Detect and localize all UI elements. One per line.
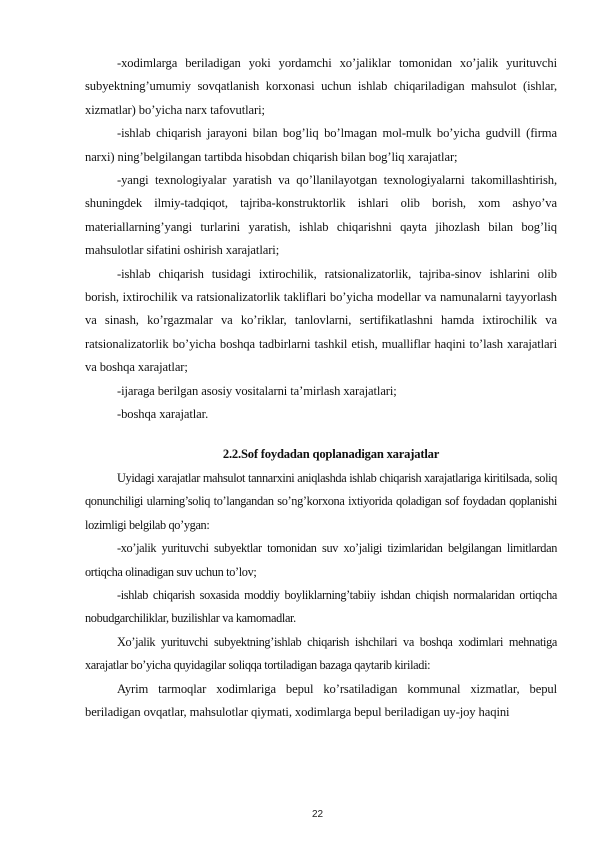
paragraph: Ayrim tarmoqlar xodimlariga bepul ko’rsatiladigan kommunal xizmatlar, bepul beriladigan ovqatlar, mahsulotlar qiymati, xodimlarga bepul beriladigan uy-joy haqini: [85, 681, 557, 719]
page-content: [85, 52, 557, 724]
paragraph: -boshqa xarajatlar.: [117, 407, 209, 422]
paragraph: Uyidagi xarajatlar mahsulot tannarxini aniqlashda ishlab chiqarish xarajatlariga kiritilsada, soliq qonunchiligi ularning’soliq to’langandan so’ng’korxona ixtiyorida qoladigan sof foydadan qoplanishi lozimligi belgilab qo’ygan:: [85, 470, 557, 532]
paragraph: -xodimlarga beriladigan yoki yordamchi xo’jaliklar tomonidan xo’jalik yurituvchi subyektning’umumiy sovqatlanish korxonasi uchun ishlab chiqariladigan mahsulot (ishlar, xizmatlar) bo’yicha narx tafovutlari;: [85, 56, 557, 117]
paragraph: -ishlab chiqarish tusidagi ixtirochilik, ratsionalizatorlik, tajriba-sinov ishlarini olib borish, ixtirochilik va ratsionalizatorlik takliflari bo’yicha modellar va namunalarni tayyorlash va sinash, ko’rgazmalar va ko’riklar, tanlovlarni, sertifikatlashni hamda ixtirochilik va ratsionalizatorlik bo’yicha boshqa tadbirlarni tashkil etish, mualliflar haqini to’lash xarajatlari va boshqa xarajatlar;: [85, 266, 557, 375]
paragraph: -ishlab chiqarish soxasida moddiy boyliklarning’tabiiy ishdan chiqish normalaridan ortiqcha nobudgarchiliklar, buzilishlar va kamomadlar.: [85, 587, 557, 626]
paragraph: -ishlab chiqarish jarayoni bilan bog’liq bo’lmagan mol-mulk bo’yicha gudvill (firma narxi) ning’belgilangan tartibda hisobdan chiqarish bilan bog’liq xarajatlar;: [85, 126, 557, 164]
paragraph: -ijaraga berilgan asosiy vositalarni ta’mirlash xarajatlari;: [117, 383, 397, 398]
paragraph: -xo’jalik yurituvchi subyektlar tomonidan suv xo’jaligi tizimlaridan belgilangan limitlardan ortiqcha olinadigan suv uchun to’lov;: [85, 541, 557, 579]
paragraph: -yangi texnologiyalar yaratish va qo’llanilayotgan texnologiyalarni takomillashtirish, shuningdek ilmiy-tadqiqot, tajriba-konstruktorlik ishlari olib borish, xom ashyo’va materiallarning’yangi turlarini yaratish, ishlab chiqarishni qayta jihozlash bilan bog’liq mahsulotlar sifatini oshirish xarajatlari;: [85, 173, 557, 258]
page-number: 22: [311, 809, 324, 820]
paragraph: Xo’jalik yurituvchi subyektning’ishlab chiqarish ishchilari va boshqa xodimlari mehnatiga xarajatlar bo’yicha quyidagilar soliqqa tortiladigan bazaga qaytarib kiriladi:: [85, 634, 557, 673]
section-heading: 2.2.Sof foydadan qoplanadigan xarajatlar: [222, 446, 440, 461]
